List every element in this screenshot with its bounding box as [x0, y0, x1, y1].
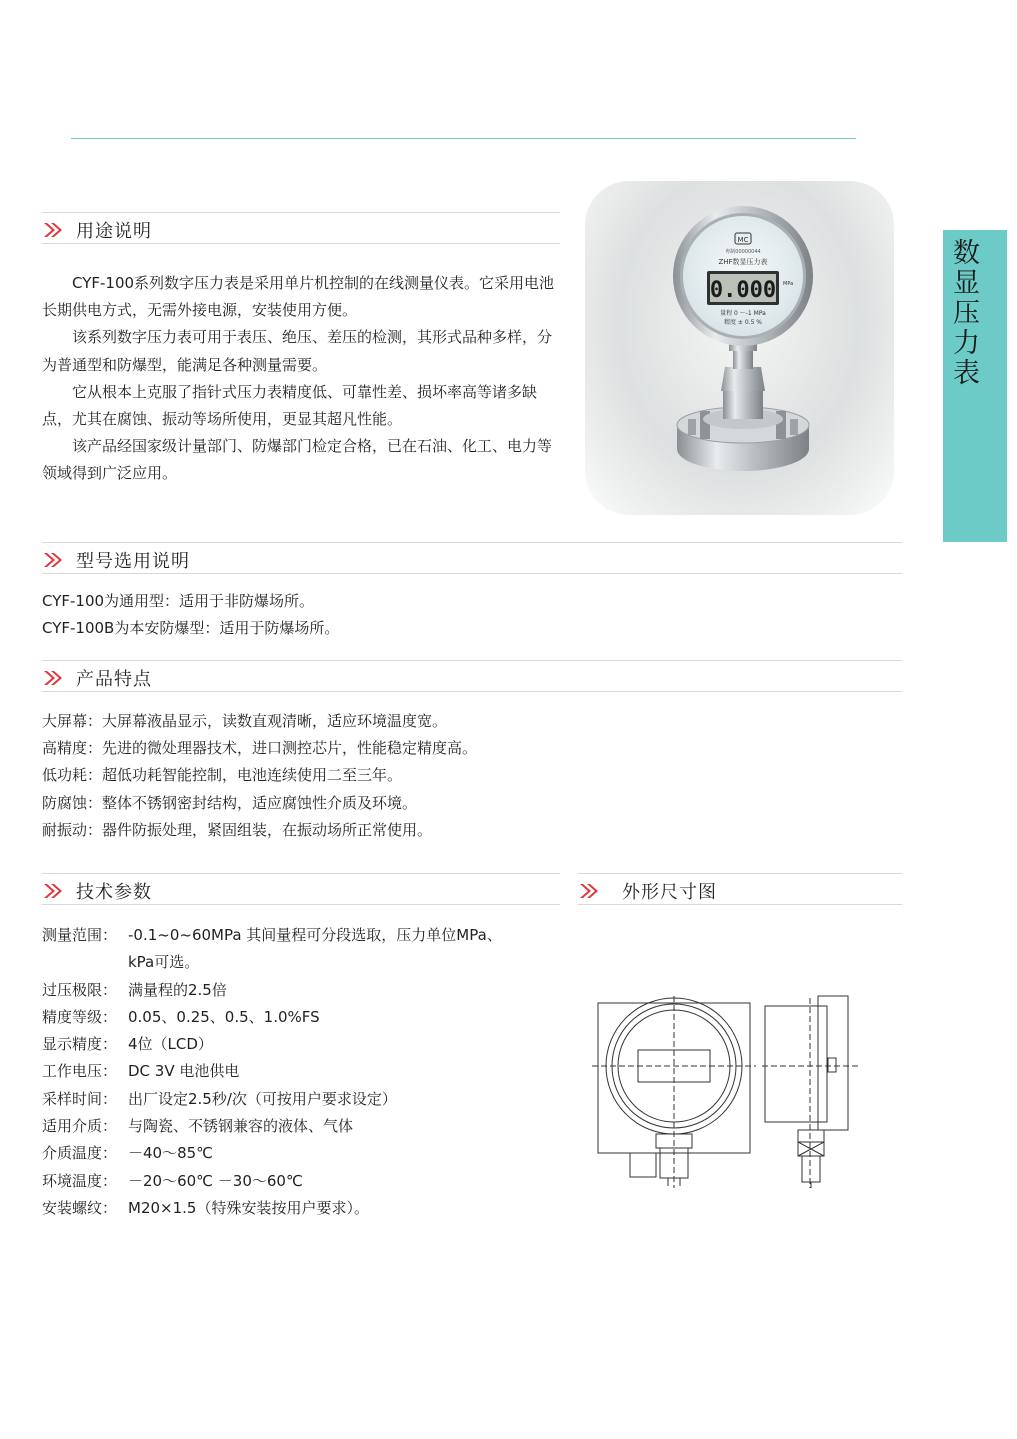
param-row: [42, 922, 562, 949]
param-label: 安装螺纹：: [42, 1198, 118, 1217]
param-value: DC 3V 电池供电: [128, 1062, 240, 1081]
param-label: 介质温度：: [42, 1144, 118, 1163]
chevron-right-icon: [43, 222, 63, 238]
param-label: 测量范围：: [42, 926, 118, 944]
param-label: 环境温度：: [42, 1171, 118, 1190]
param-label: 工作电压：: [42, 1062, 118, 1081]
gauge-range: 量程 0 ～-1 MPa: [720, 310, 766, 317]
param-value: 与陶瓷、不锈钢兼容的液体、气体: [128, 1117, 354, 1136]
gauge-reading: 0.000: [709, 278, 777, 303]
param-label: 采样时间：: [42, 1089, 118, 1108]
chevron-right-icon: [43, 552, 63, 568]
model-lines: [42, 588, 339, 642]
gauge-name: ZHF数显压力表: [718, 258, 768, 266]
param-row: [42, 1086, 562, 1113]
usage-paragraph: 该系列数字压力表可用于表压、绝压、差压的检测，其形式品种多样，分为普通型和防爆型，能满足各种测量需要。: [42, 328, 553, 374]
chevron-right-icon: [43, 670, 63, 686]
gauge-unit: MPa: [783, 281, 794, 287]
model-line: CYF-100B为本安防爆型：适用于防爆场所。: [42, 619, 340, 638]
feature-line: 耐振动：器件防振处理，紧固组装，在振动场所正常使用。: [42, 820, 433, 839]
side-tab-label: 数显压力表: [948, 238, 979, 388]
param-label: 适用介质：: [42, 1117, 118, 1136]
model-line: CYF-100为通用型：适用于非防爆场所。: [42, 592, 315, 610]
param-value: 4位（LCD）: [128, 1035, 213, 1054]
section-header-features: [42, 660, 902, 692]
param-row: [42, 1004, 562, 1031]
side-tab: [943, 230, 1007, 542]
section-title-model: 型号选用说明: [76, 551, 190, 572]
feature-line: 低功耗：超低功耗智能控制，电池连续使用二至三年。: [42, 766, 403, 785]
feature-line: 防腐蚀：整体不锈钢密封结构，适应腐蚀性介质及环境。: [42, 793, 418, 812]
param-row: [42, 1168, 562, 1195]
param-label: 显示精度：: [42, 1035, 118, 1054]
usage-paragraph: 该产品经国家级计量部门、防爆部门检定合格，已在石油、化工、电力等领域得到广泛应用。: [42, 437, 553, 483]
section-header-dimension: [578, 873, 902, 905]
pressure-gauge-illustration: [585, 181, 894, 515]
dimension-drawing-svg: [590, 988, 860, 1188]
dimension-drawing: [590, 988, 860, 1188]
param-row: [42, 1113, 562, 1140]
gauge-cert: 粤制00000044: [725, 249, 761, 255]
param-value: M20×1.5（特殊安装按用户要求）。: [128, 1198, 369, 1217]
section-title-usage: 用途说明: [76, 221, 152, 242]
param-value-cont: kPa可选。: [128, 953, 200, 972]
gauge-brand: MC: [737, 236, 749, 244]
top-rule: [71, 138, 856, 139]
param-row: [42, 1058, 562, 1085]
section-header-tech: [42, 873, 560, 905]
param-label: 精度等级：: [42, 1007, 118, 1026]
gauge-accuracy: 精度 ± 0.5 %: [724, 319, 762, 326]
section-title-tech: 技术参数: [76, 882, 152, 903]
param-value: －40～85℃: [128, 1144, 214, 1163]
param-value: 0.05、0.25、0.5、1.0%FS: [128, 1007, 320, 1026]
feature-lines: [42, 708, 477, 844]
feature-line: 高精度：先进的微处理器技术，进口测控芯片，性能稳定精度高。: [42, 739, 478, 758]
param-value: －20～60℃ －30～60℃: [128, 1171, 303, 1190]
product-photo: [585, 181, 894, 515]
usage-paragraph: 它从根本上克服了指针式压力表精度低、可靠性差、损坏率高等诸多缺点，尤其在腐蚀、振动等场所使用，更显其超凡性能。: [42, 382, 538, 429]
param-value: -0.1~0~60MPa 其间量程可分段选取，压力单位MPa、: [128, 926, 502, 944]
feature-line: 大屏幕：大屏幕液晶显示，读数直观清晰，适应环境温度宽。: [42, 712, 448, 730]
param-value: 满量程的2.5倍: [128, 980, 227, 999]
param-row: [42, 977, 562, 1004]
chevron-right-icon: [579, 883, 599, 899]
param-row: [42, 1140, 562, 1167]
section-header-usage: [42, 212, 560, 244]
param-row: [42, 1031, 562, 1058]
usage-text: [42, 270, 560, 488]
section-title-dimension: 外形尺寸图: [622, 882, 717, 903]
tech-params: [42, 922, 562, 1222]
param-value: 出厂设定2.5秒/次（可按用户要求设定）: [128, 1089, 397, 1108]
param-row: [42, 1195, 562, 1222]
chevron-right-icon: [43, 883, 63, 899]
param-label: 过压极限：: [42, 980, 118, 999]
section-header-model: [42, 542, 902, 574]
usage-paragraph: CYF-100系列数字压力表是采用单片机控制的在线测量仪表。它采用电池长期供电方式，无需外接电源，安装使用方便。: [42, 274, 555, 320]
section-title-features: 产品特点: [76, 669, 152, 690]
